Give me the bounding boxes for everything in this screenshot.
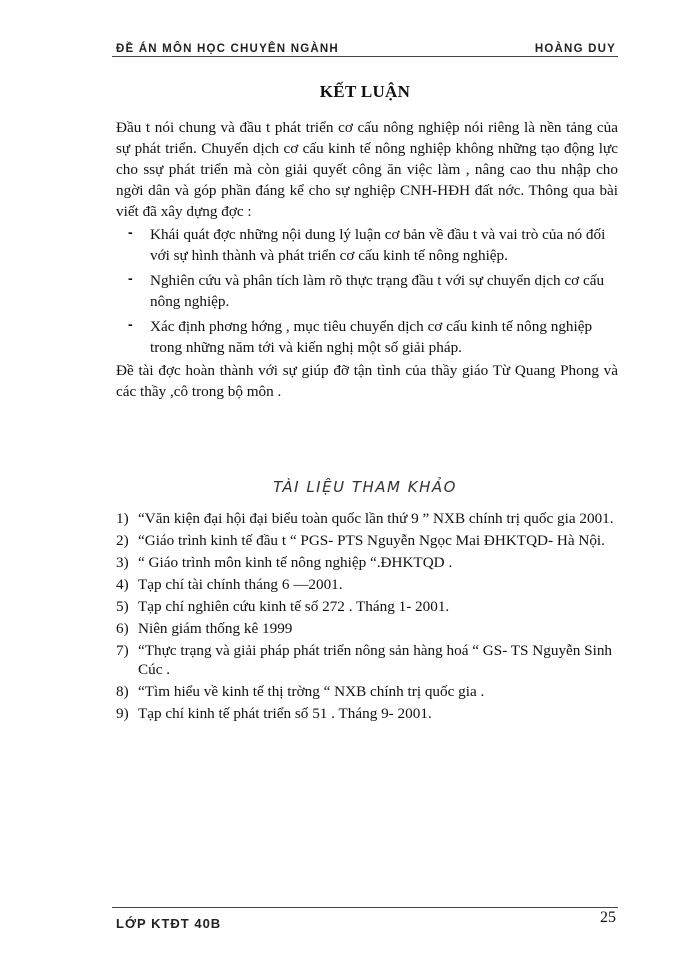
reference-item xyxy=(116,619,618,638)
header-author: HOÀNG DUY xyxy=(534,43,616,55)
reference-text: “Tìm hiểu về kinh tế thị trờng “ NXB chính trị quốc gia . xyxy=(138,683,485,700)
reference-text: “Văn kiện đại hội đại biểu toàn quốc lần thứ 9 ” NXB chính trị quốc gia 2001. xyxy=(138,510,614,527)
reference-number: 9) xyxy=(116,705,129,722)
reference-item xyxy=(116,641,618,679)
bullet-text: Nghiên cứu và phân tích làm rõ thực trạng đầu t với sự chuyển dịch cơ cấu nông nghiệp. xyxy=(150,272,605,310)
bullet-text: Xác định phơng hớng , mục tiêu chuyển dịch cơ cấu kinh tế nông nghiệp trong những năm tới và kiến nghị một số giải pháp. xyxy=(150,318,593,356)
reference-number: 3) xyxy=(116,554,129,571)
reference-item xyxy=(116,597,618,616)
conclusion-intro-paragraph: Đầu t nói chung và đầu t phát triển cơ cấu nông nghiệp nói riêng là nền tảng của sự phát triển. Chuyển dịch cơ cấu kinh tế nông nghiệp không những tạo động lực cho ssự phát triển mà còn giải quyết công ăn việc làm , nâng cao thu nhập cho ngời dân và góp phần đáng kể cho sự nghiệp CNH-HĐH đất nớc. Thông qua bài viết đã xây dựng đợc : xyxy=(116,119,618,220)
reference-item xyxy=(116,531,618,550)
dash-bullet-icon: - xyxy=(128,224,133,240)
reference-number: 5) xyxy=(116,598,129,615)
reference-text: Tạp chí tài chính tháng 6 —2001. xyxy=(138,576,343,593)
references-title: TÀI LIỆU THAM KHẢO xyxy=(273,478,457,496)
bullet-text: Khái quát đợc những nội dung lý luận cơ bản về đầu t và vai trò của nó đối với sự hình thành và phát triển cơ cấu kinh tế nông nghiệp. xyxy=(150,226,606,264)
reference-number: 2) xyxy=(116,532,129,549)
reference-number: 4) xyxy=(116,576,129,593)
header-course-title: ĐỀ ÁN MÔN HỌC CHUYÊN NGÀNH xyxy=(116,43,339,55)
list-item xyxy=(128,316,618,358)
reference-text: “Giáo trình kinh tế đầu t “ PGS- PTS Nguyễn Ngọc Mai ĐHKTQD- Hà Nội. xyxy=(138,532,605,549)
conclusion-body xyxy=(116,117,618,402)
reference-number: 1) xyxy=(116,510,129,527)
conclusion-title: KẾT LUẬN xyxy=(319,82,411,101)
footer-class-label: LỚP KTĐT 40B xyxy=(116,916,222,928)
page-number: 25 xyxy=(600,909,616,926)
conclusion-bullet-list xyxy=(116,224,618,358)
reference-text: Tạp chí kinh tế phát triển số 51 . Tháng 9- 2001. xyxy=(138,705,432,722)
running-footer xyxy=(112,908,618,928)
reference-item xyxy=(116,704,618,723)
dash-bullet-icon: - xyxy=(128,316,133,332)
reference-item xyxy=(116,575,618,594)
reference-number: 8) xyxy=(116,683,129,700)
header-rule xyxy=(112,56,618,57)
list-item xyxy=(128,270,618,312)
reference-text: “Thực trạng và giải pháp phát triển nông sản hàng hoá “ GS- TS Nguyễn Sinh Cúc . xyxy=(138,642,613,678)
reference-number: 6) xyxy=(116,620,129,637)
list-item xyxy=(128,224,618,266)
conclusion-closing-paragraph: Đề tài đợc hoàn thành với sự giúp đỡ tận tình của thầy giáo Từ Quang Phong và các thầy ,cô trong bộ môn . xyxy=(116,362,618,400)
reference-item xyxy=(116,553,618,572)
reference-number: 7) xyxy=(116,642,129,659)
reference-item xyxy=(116,509,618,528)
running-header xyxy=(112,36,618,56)
reference-item xyxy=(116,682,618,701)
references-list xyxy=(116,509,618,726)
reference-text: “ Giáo trình môn kinh tế nông nghiệp “.ĐHKTQD . xyxy=(138,554,453,571)
reference-text: Niên giám thống kê 1999 xyxy=(138,620,293,637)
reference-text: Tạp chí nghiên cứu kinh tế số 272 . Tháng 1- 2001. xyxy=(138,598,450,615)
dash-bullet-icon: - xyxy=(128,270,133,286)
